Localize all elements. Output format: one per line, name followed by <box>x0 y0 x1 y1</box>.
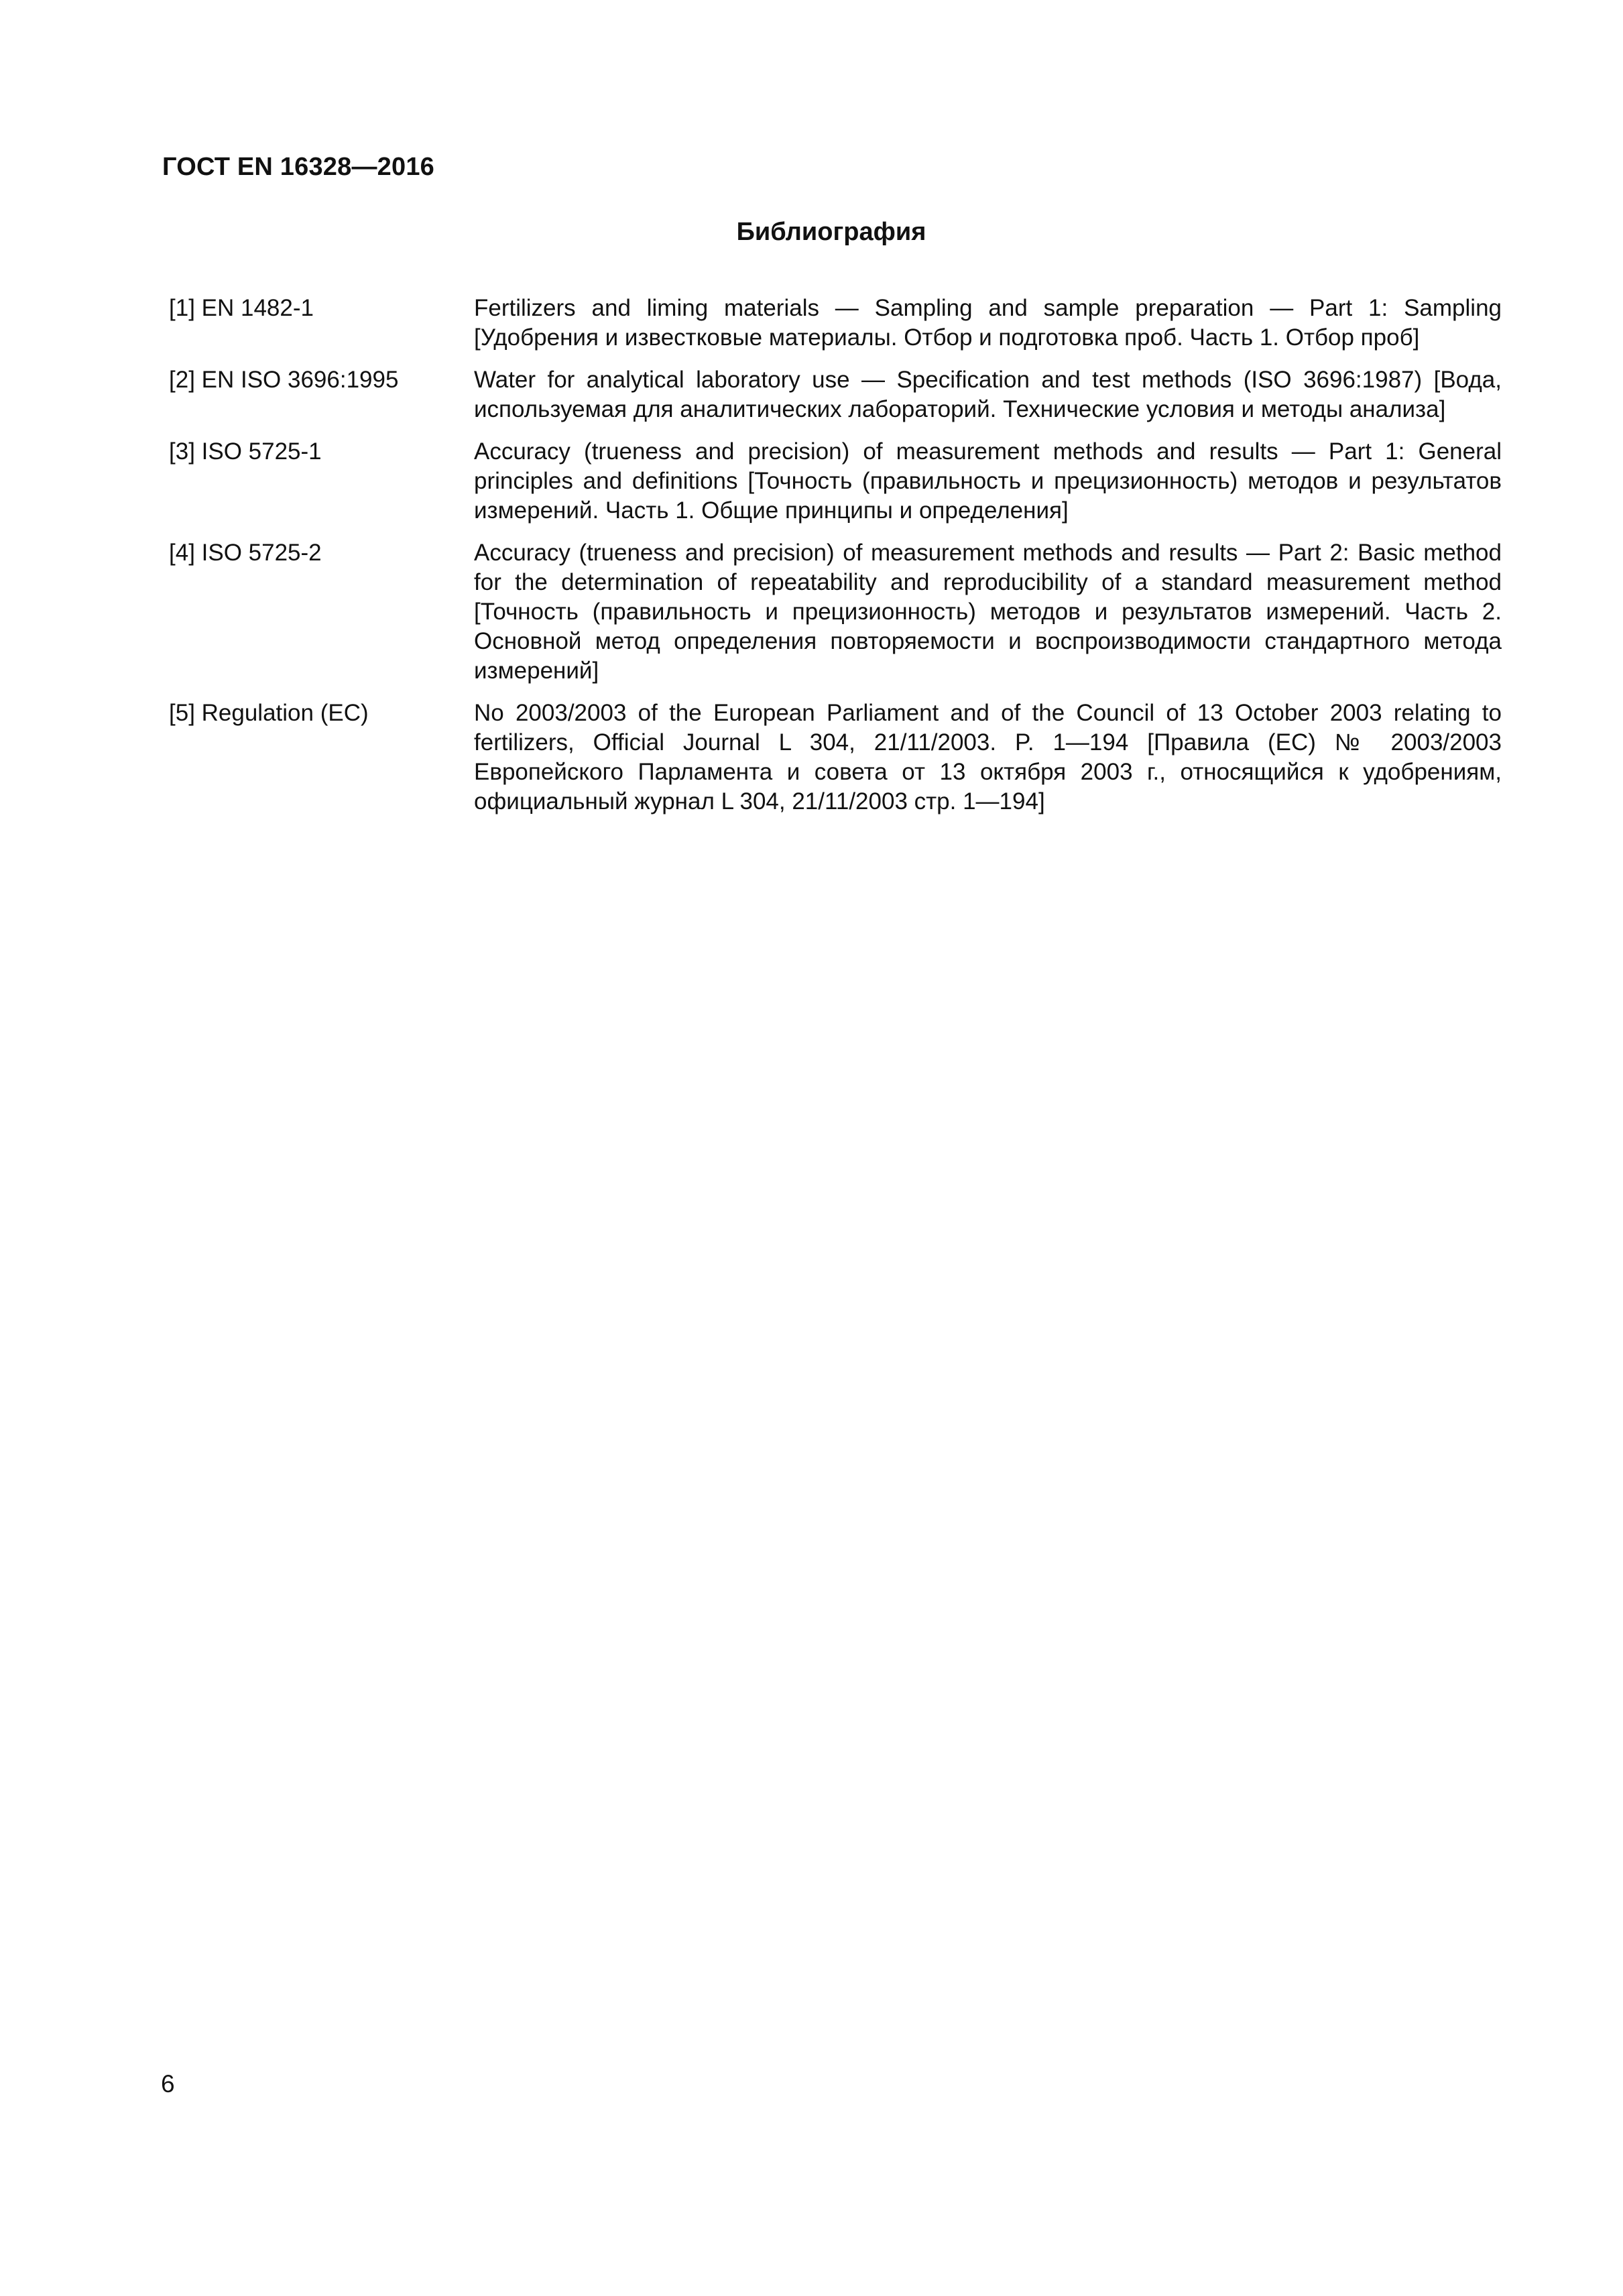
bibliography-text: Fertilizers and liming materials — Sampling and sample preparation — Part 1: Sampling [Удобрения и известковые материалы. Отбор и подготовка проб. Часть 1. Отбор проб] <box>474 295 1502 351</box>
bibliography-entry <box>169 437 1502 526</box>
bibliography-text: Water for analytical laboratory use — Specification and test methods (ISO 3696:1987) [Вода, используемая для аналитических лабораторий. Технические условия и методы анализа] <box>474 367 1502 422</box>
page-number: 6 <box>161 2070 175 2098</box>
bibliography-list <box>169 294 1502 829</box>
bibliography-key: [4] ISO 5725-2 <box>169 540 322 566</box>
bibliography-key: [1] EN 1482-1 <box>169 295 314 321</box>
bibliography-key: [5] Regulation (EC) <box>169 700 369 726</box>
bibliography-entry <box>169 538 1502 686</box>
document-code: ГОСТ EN 16328—2016 <box>162 153 435 181</box>
section-title: Библиография <box>736 218 926 246</box>
bibliography-entry <box>169 365 1502 424</box>
bibliography-entry <box>169 699 1502 817</box>
bibliography-text: Accuracy (trueness and precision) of measurement methods and results — Part 2: Basic method for the determination of repeatability and reproducibility of a standard measurement method [Точность (правильность и прецизионность) методов и результатов измерений. Часть 2. Основной метод определения повторяемости и воспроизводимости стандартного метода измерений] <box>474 540 1502 684</box>
bibliography-key: [3] ISO 5725-1 <box>169 438 322 465</box>
bibliography-entry <box>169 294 1502 353</box>
bibliography-key: [2] EN ISO 3696:1995 <box>169 367 399 393</box>
bibliography-text: Accuracy (trueness and precision) of measurement methods and results — Part 1: General principles and definitions [Точность (правильность и прецизионность) методов и результатов измерений. Часть 1. Общие принципы и определения] <box>474 438 1502 524</box>
bibliography-text: No 2003/2003 of the European Parliament and of the Council of 13 October 2003 relating to fertilizers, Official Journal L 304, 21/11/2003. P. 1—194 [Правила (ЕС) № 2003/2003 Европейского Парламента и совета от 13 октября 2003 г., относящийся к удобрениям, официальный журнал L 304, 21/11/2003 стр. 1—194] <box>474 700 1502 814</box>
